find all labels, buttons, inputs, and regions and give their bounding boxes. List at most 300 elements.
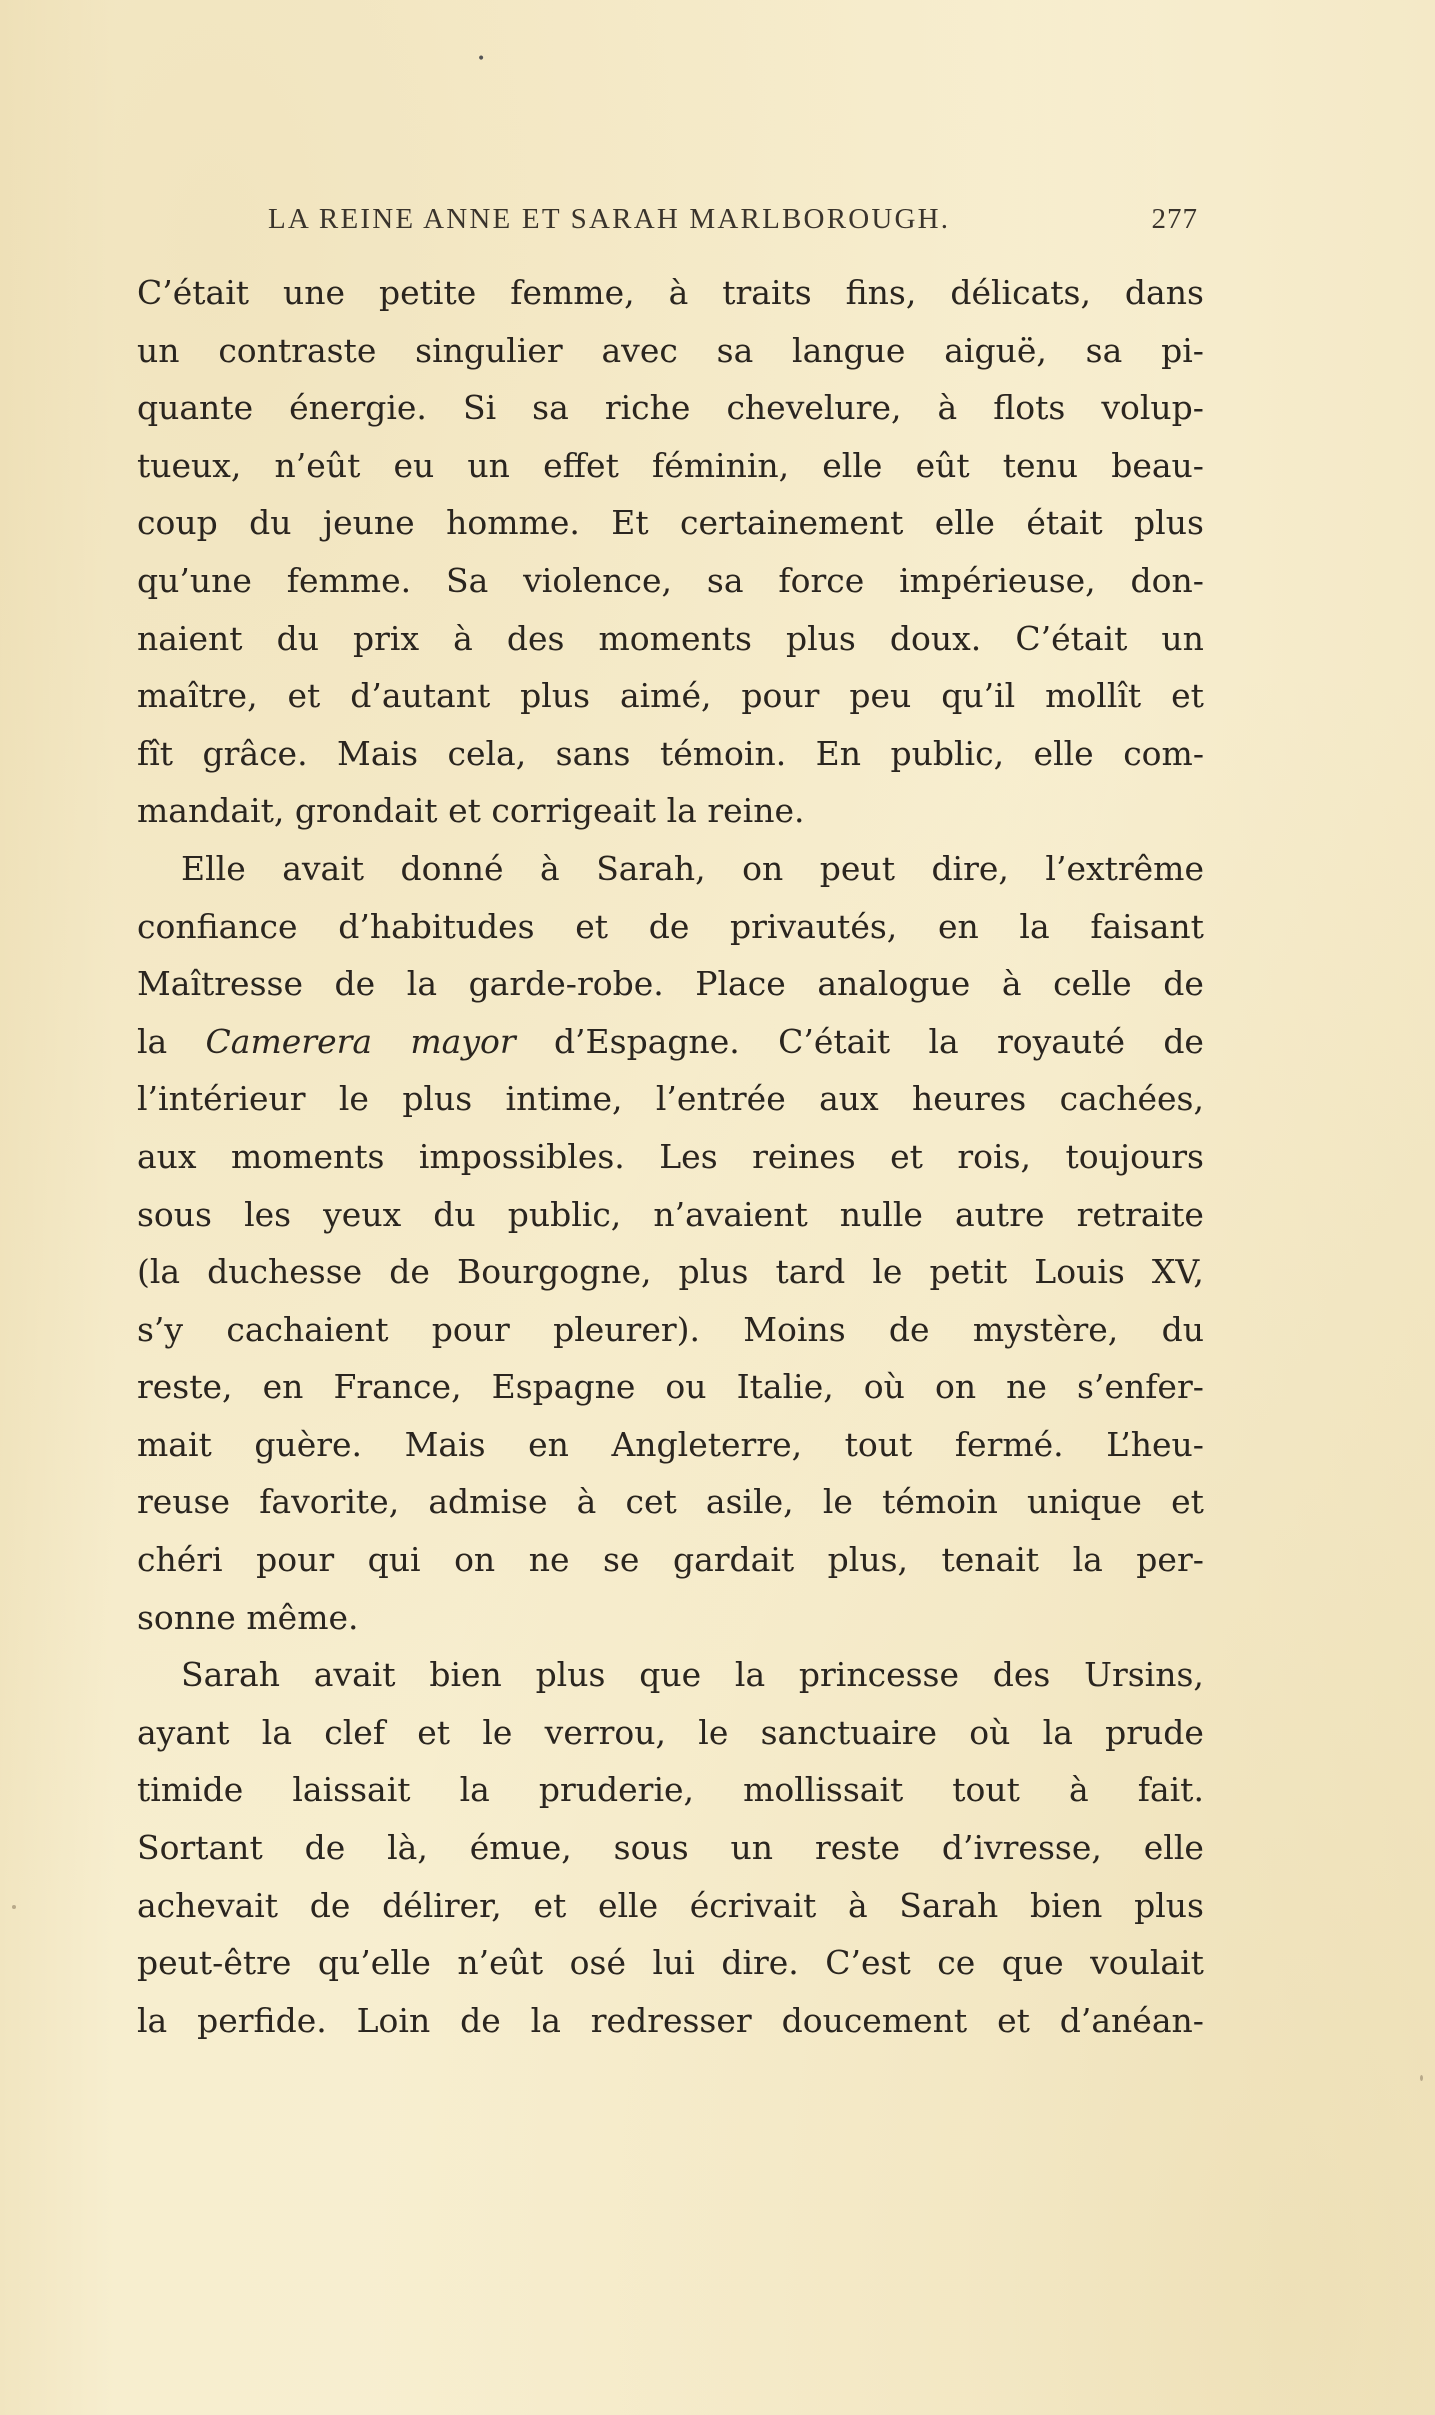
word: pruderie, bbox=[538, 1770, 695, 1810]
text-line bbox=[137, 1589, 1204, 1647]
word: sa bbox=[1085, 330, 1123, 370]
word: écrivait bbox=[689, 1885, 817, 1925]
word: beau- bbox=[1111, 445, 1204, 485]
word: mait bbox=[137, 1424, 212, 1464]
word: Maîtresse bbox=[137, 964, 303, 1004]
word: Bourgogne, bbox=[456, 1252, 652, 1292]
word: une bbox=[283, 273, 346, 312]
word: la bbox=[666, 791, 697, 831]
word: avec bbox=[601, 330, 678, 370]
word: force bbox=[778, 560, 865, 600]
text-line bbox=[137, 1934, 1204, 1992]
word: reuse bbox=[137, 1482, 231, 1522]
word: la bbox=[928, 1021, 959, 1061]
word: Moins bbox=[743, 1309, 846, 1349]
word: de bbox=[460, 2000, 501, 2040]
text-line bbox=[137, 1186, 1204, 1244]
word: Sortant bbox=[137, 1828, 263, 1868]
word: impérieuse, bbox=[899, 560, 1096, 600]
word: don- bbox=[1130, 560, 1204, 600]
word: femme. bbox=[286, 560, 412, 600]
word: favorite, bbox=[259, 1482, 400, 1522]
word: un bbox=[730, 1828, 774, 1868]
word: à bbox=[1069, 1770, 1089, 1810]
word: peut bbox=[819, 848, 895, 888]
word: public, bbox=[507, 1194, 622, 1234]
word: plus bbox=[520, 676, 591, 716]
word: royauté bbox=[996, 1021, 1125, 1061]
word: le bbox=[698, 1712, 729, 1752]
word: ne bbox=[1006, 1367, 1047, 1407]
word: reines bbox=[752, 1136, 856, 1176]
word: Place bbox=[695, 964, 786, 1004]
word: elle bbox=[1033, 733, 1094, 773]
word: délicats, bbox=[950, 273, 1091, 312]
word: l’extrême bbox=[1045, 848, 1204, 888]
text-line bbox=[137, 264, 1204, 322]
word: effet bbox=[543, 445, 619, 485]
word: elle bbox=[1143, 1828, 1204, 1868]
word: Mais bbox=[404, 1424, 486, 1464]
word: France, bbox=[333, 1367, 462, 1407]
word: et bbox=[1171, 676, 1204, 716]
word: analogue bbox=[817, 964, 971, 1004]
word: le bbox=[872, 1252, 903, 1292]
word: qu’une bbox=[137, 560, 252, 600]
word: privautés, bbox=[730, 906, 898, 946]
word: elle bbox=[822, 445, 883, 485]
word: sous bbox=[613, 1828, 689, 1868]
word: plus, bbox=[827, 1540, 909, 1580]
word: dans bbox=[1124, 273, 1204, 312]
word: sous bbox=[137, 1194, 212, 1234]
body-text bbox=[137, 264, 1204, 2049]
word: on bbox=[454, 1540, 496, 1580]
text-line bbox=[137, 379, 1204, 437]
word: n’eût bbox=[457, 1943, 544, 1983]
word: sa bbox=[706, 560, 744, 600]
word: celle bbox=[1053, 964, 1132, 1004]
word: asile, bbox=[705, 1482, 794, 1522]
word: le bbox=[822, 1482, 853, 1522]
word: la bbox=[406, 964, 437, 1004]
word: elle bbox=[597, 1885, 659, 1925]
word: contraste bbox=[218, 330, 377, 370]
word: sonne bbox=[137, 1597, 236, 1637]
word: la bbox=[261, 1712, 292, 1752]
word: maître, bbox=[137, 676, 258, 716]
word: peut-être bbox=[137, 1943, 292, 1983]
word: ne bbox=[528, 1540, 570, 1580]
text-line bbox=[137, 610, 1204, 668]
word: fins, bbox=[845, 273, 917, 312]
text-line bbox=[137, 1704, 1204, 1762]
text-line bbox=[137, 1416, 1204, 1474]
text-line bbox=[137, 1646, 1204, 1704]
word: aimé, bbox=[619, 676, 712, 716]
word: doux. bbox=[889, 618, 982, 658]
text-line bbox=[137, 494, 1204, 552]
word: Ursins, bbox=[1084, 1655, 1204, 1695]
word: plus bbox=[786, 618, 856, 658]
word: plus bbox=[1134, 503, 1204, 543]
word: chéri bbox=[137, 1540, 223, 1580]
word: volup- bbox=[1101, 388, 1204, 428]
word: reste, bbox=[137, 1367, 233, 1407]
word: le bbox=[482, 1712, 513, 1752]
word: Camerera bbox=[205, 1021, 373, 1061]
word: qu’elle bbox=[317, 1943, 431, 1983]
word: chevelure, bbox=[726, 388, 902, 428]
word: singulier bbox=[415, 330, 563, 370]
word: d’autant bbox=[350, 676, 491, 716]
word: confiance bbox=[137, 906, 298, 946]
text-line bbox=[137, 1531, 1204, 1589]
word: retraite bbox=[1076, 1194, 1204, 1234]
word: de bbox=[334, 964, 376, 1004]
word: s’y bbox=[137, 1309, 184, 1349]
word: doucement bbox=[781, 2000, 968, 2040]
word: pour bbox=[256, 1540, 335, 1580]
word: autre bbox=[955, 1194, 1045, 1234]
word: la bbox=[1042, 1712, 1073, 1752]
word: Espagne bbox=[491, 1367, 636, 1407]
word: XV, bbox=[1151, 1252, 1204, 1292]
word: fermé. bbox=[954, 1424, 1064, 1464]
word: fît bbox=[137, 733, 174, 773]
word: Loin bbox=[356, 2000, 431, 2040]
word: le bbox=[338, 1079, 369, 1119]
word: la bbox=[1019, 906, 1050, 946]
word: lui bbox=[652, 1943, 695, 1983]
word: C’était bbox=[778, 1021, 891, 1061]
word: flots bbox=[993, 388, 1066, 428]
text-line bbox=[137, 782, 1204, 840]
word: cachées, bbox=[1059, 1079, 1204, 1119]
word: duchesse bbox=[207, 1252, 363, 1292]
word: femme, bbox=[510, 273, 635, 312]
word: d’habitudes bbox=[338, 906, 535, 946]
paper-speck bbox=[12, 1905, 16, 1909]
word: public, bbox=[890, 733, 1005, 773]
word: reine. bbox=[707, 791, 805, 831]
word: sa bbox=[532, 388, 569, 428]
text-line bbox=[137, 1819, 1204, 1877]
word: la bbox=[137, 1021, 168, 1061]
word: là, bbox=[387, 1828, 428, 1868]
word: heures bbox=[911, 1079, 1027, 1119]
word: la bbox=[530, 2000, 561, 2040]
word: Sarah, bbox=[596, 848, 706, 888]
word: coup bbox=[137, 503, 218, 543]
word: pour bbox=[741, 676, 820, 716]
word: pour bbox=[431, 1309, 510, 1349]
word: de bbox=[648, 906, 690, 946]
word: ou bbox=[665, 1367, 707, 1407]
word: moments bbox=[598, 618, 752, 658]
word: achevait bbox=[137, 1885, 279, 1925]
word: naient bbox=[137, 618, 243, 658]
word: plus bbox=[402, 1079, 473, 1119]
word: de bbox=[888, 1309, 930, 1349]
word: tard bbox=[775, 1252, 846, 1292]
word: mystère, bbox=[972, 1309, 1119, 1349]
word: mayor bbox=[410, 1021, 516, 1061]
word: petit bbox=[929, 1252, 1008, 1292]
word: du bbox=[433, 1194, 476, 1234]
word: du bbox=[249, 503, 292, 543]
word: gardait bbox=[672, 1540, 795, 1580]
word: corrigeait bbox=[491, 791, 657, 831]
word: intime, bbox=[505, 1079, 623, 1119]
word: C’était bbox=[1015, 618, 1128, 658]
word: perfide. bbox=[197, 2000, 327, 2040]
word: un bbox=[1161, 618, 1204, 658]
word: témoin bbox=[882, 1482, 998, 1522]
word: prude bbox=[1105, 1712, 1204, 1752]
word: verrou, bbox=[544, 1712, 667, 1752]
word: en bbox=[528, 1424, 569, 1464]
word: s’enfer- bbox=[1077, 1367, 1204, 1407]
word: où bbox=[863, 1367, 905, 1407]
word: tenait bbox=[941, 1540, 1040, 1580]
word: la bbox=[1072, 1540, 1103, 1580]
word: Sarah bbox=[899, 1885, 999, 1925]
word: princesse bbox=[798, 1655, 960, 1695]
word: peu bbox=[849, 676, 912, 716]
text-line bbox=[137, 1473, 1204, 1531]
word: on bbox=[934, 1367, 977, 1407]
word: émue, bbox=[469, 1828, 572, 1868]
word: homme. bbox=[446, 503, 580, 543]
word: Elle bbox=[181, 848, 246, 888]
word: grâce. bbox=[202, 733, 308, 773]
word: des bbox=[506, 618, 565, 658]
word: en bbox=[937, 906, 979, 946]
word: violence, bbox=[523, 560, 673, 600]
word: énergie. bbox=[289, 388, 427, 428]
word: Et bbox=[611, 503, 649, 543]
word: qu’il bbox=[941, 676, 1016, 716]
word: à bbox=[847, 1885, 868, 1925]
word: d’anéan- bbox=[1059, 2000, 1204, 2040]
word: où bbox=[969, 1712, 1011, 1752]
word: l’entrée bbox=[655, 1079, 786, 1119]
word: à bbox=[453, 618, 473, 658]
word: Si bbox=[462, 388, 497, 428]
word: admise bbox=[428, 1482, 548, 1522]
printer-ornament: • bbox=[477, 51, 486, 67]
word: mandait, bbox=[137, 791, 285, 831]
word: n’eût bbox=[274, 445, 361, 485]
word: eu bbox=[393, 445, 435, 485]
word: cachaient bbox=[226, 1309, 389, 1349]
paper-speck bbox=[1420, 2075, 1423, 2081]
word: garde-robe. bbox=[468, 964, 664, 1004]
word: tout bbox=[952, 1770, 1020, 1810]
word: était bbox=[1026, 503, 1103, 543]
text-line bbox=[137, 552, 1204, 610]
word: la bbox=[734, 1655, 766, 1695]
word: timide bbox=[137, 1770, 244, 1810]
running-head bbox=[268, 203, 1198, 237]
text-line bbox=[137, 1877, 1204, 1935]
word: à bbox=[668, 273, 689, 312]
word: en bbox=[262, 1367, 304, 1407]
word: sanctuaire bbox=[760, 1712, 938, 1752]
word: Mais bbox=[337, 733, 418, 773]
word: du bbox=[1161, 1309, 1204, 1349]
word: Sa bbox=[445, 560, 489, 600]
word: à bbox=[1001, 964, 1022, 1004]
word: pleurer). bbox=[553, 1309, 700, 1349]
text-line bbox=[137, 1013, 1204, 1071]
word: bien bbox=[429, 1655, 502, 1695]
word: guère. bbox=[254, 1424, 363, 1464]
word: Louis bbox=[1034, 1252, 1125, 1292]
word: Sarah bbox=[181, 1655, 280, 1695]
word: cet bbox=[625, 1482, 677, 1522]
word: C’est bbox=[825, 1943, 911, 1983]
word: on bbox=[742, 848, 784, 888]
word: dire. bbox=[721, 1943, 799, 1983]
word: tenu bbox=[1002, 445, 1079, 485]
word: délirer, bbox=[382, 1885, 502, 1925]
word: de bbox=[1163, 1021, 1204, 1061]
word: nulle bbox=[839, 1194, 923, 1234]
word: cela, bbox=[447, 733, 527, 773]
word: aux bbox=[819, 1079, 879, 1119]
word: et bbox=[417, 1712, 451, 1752]
word: que bbox=[1001, 1943, 1064, 1983]
word: L’heu- bbox=[1106, 1424, 1204, 1464]
word: un bbox=[467, 445, 510, 485]
word: bien bbox=[1029, 1885, 1103, 1925]
word: reste bbox=[814, 1828, 900, 1868]
word: féminin, bbox=[651, 445, 790, 485]
word: d’ivresse, bbox=[941, 1828, 1102, 1868]
word: riche bbox=[604, 388, 691, 428]
text-line bbox=[137, 322, 1204, 380]
word: ayant bbox=[137, 1712, 230, 1752]
word: et bbox=[997, 2000, 1030, 2040]
word: et bbox=[890, 1136, 923, 1176]
word: jeune bbox=[322, 503, 415, 543]
word: et bbox=[448, 791, 481, 831]
text-line bbox=[137, 1128, 1204, 1186]
word: aux bbox=[137, 1136, 197, 1176]
word: n’avaient bbox=[653, 1194, 808, 1234]
running-title: LA REINE ANNE ET SARAH MARLBOROUGH. bbox=[268, 203, 951, 235]
word: plus bbox=[678, 1252, 749, 1292]
word: Les bbox=[659, 1136, 718, 1176]
word: à bbox=[937, 388, 958, 428]
text-line bbox=[137, 725, 1204, 783]
word: de bbox=[304, 1828, 346, 1868]
text-line bbox=[137, 1992, 1204, 2050]
word: Italie, bbox=[736, 1367, 834, 1407]
word: avait bbox=[313, 1655, 396, 1695]
word: Angleterre, bbox=[611, 1424, 803, 1464]
word: ce bbox=[937, 1943, 976, 1983]
word: sa bbox=[716, 330, 754, 370]
text-line bbox=[137, 898, 1204, 956]
word: mollissait bbox=[743, 1770, 904, 1810]
page-number: 277 bbox=[1151, 203, 1198, 235]
word: mollît bbox=[1045, 676, 1142, 716]
word: des bbox=[992, 1655, 1051, 1695]
word: qui bbox=[367, 1540, 421, 1580]
word: la bbox=[459, 1770, 490, 1810]
text-line bbox=[137, 667, 1204, 725]
word: à bbox=[576, 1482, 597, 1522]
word: plus bbox=[1134, 1885, 1204, 1925]
word: moments bbox=[231, 1136, 385, 1176]
word: de bbox=[309, 1885, 351, 1925]
text-line bbox=[137, 1070, 1204, 1128]
word: faisant bbox=[1090, 906, 1204, 946]
word: et bbox=[287, 676, 321, 716]
word: l’intérieur bbox=[137, 1079, 306, 1119]
word: aiguë, bbox=[944, 330, 1047, 370]
word: et bbox=[533, 1885, 567, 1925]
word: se bbox=[602, 1540, 640, 1580]
word: laissait bbox=[292, 1770, 411, 1810]
word: redresser bbox=[590, 2000, 752, 2040]
word: un bbox=[137, 330, 180, 370]
word: pi- bbox=[1161, 330, 1204, 370]
text-line bbox=[137, 840, 1204, 898]
word: toujours bbox=[1065, 1136, 1204, 1176]
word: d’Espagne. bbox=[553, 1021, 740, 1061]
word: sans bbox=[555, 733, 631, 773]
word: (la bbox=[137, 1252, 181, 1292]
word: per- bbox=[1136, 1540, 1204, 1580]
word: dire, bbox=[931, 848, 1009, 888]
word: osé bbox=[569, 1943, 627, 1983]
word: du bbox=[276, 618, 319, 658]
word: prix bbox=[353, 618, 420, 658]
text-line bbox=[137, 955, 1204, 1013]
word: avait bbox=[282, 848, 365, 888]
word: petite bbox=[379, 273, 477, 312]
word: les bbox=[244, 1194, 292, 1234]
word: langue bbox=[792, 330, 906, 370]
word: En bbox=[815, 733, 862, 773]
word: témoin. bbox=[659, 733, 787, 773]
word: grondait bbox=[294, 791, 438, 831]
word: de bbox=[1163, 964, 1204, 1004]
word: unique bbox=[1026, 1482, 1142, 1522]
text-line bbox=[137, 1243, 1204, 1301]
word: traits bbox=[722, 273, 812, 312]
word: tueux, bbox=[137, 445, 242, 485]
word: clef bbox=[324, 1712, 386, 1752]
word: à bbox=[540, 848, 560, 888]
word: fait. bbox=[1137, 1770, 1204, 1810]
word: tout bbox=[844, 1424, 913, 1464]
word: même. bbox=[246, 1597, 359, 1637]
text-line bbox=[137, 437, 1204, 495]
word: yeux bbox=[323, 1194, 402, 1234]
word: certainement bbox=[679, 503, 904, 543]
word: eût bbox=[915, 445, 970, 485]
text-line bbox=[137, 1761, 1204, 1819]
word: rois, bbox=[957, 1136, 1031, 1176]
word: quante bbox=[137, 388, 254, 428]
text-line bbox=[137, 1301, 1204, 1359]
word: la bbox=[137, 2000, 168, 2040]
